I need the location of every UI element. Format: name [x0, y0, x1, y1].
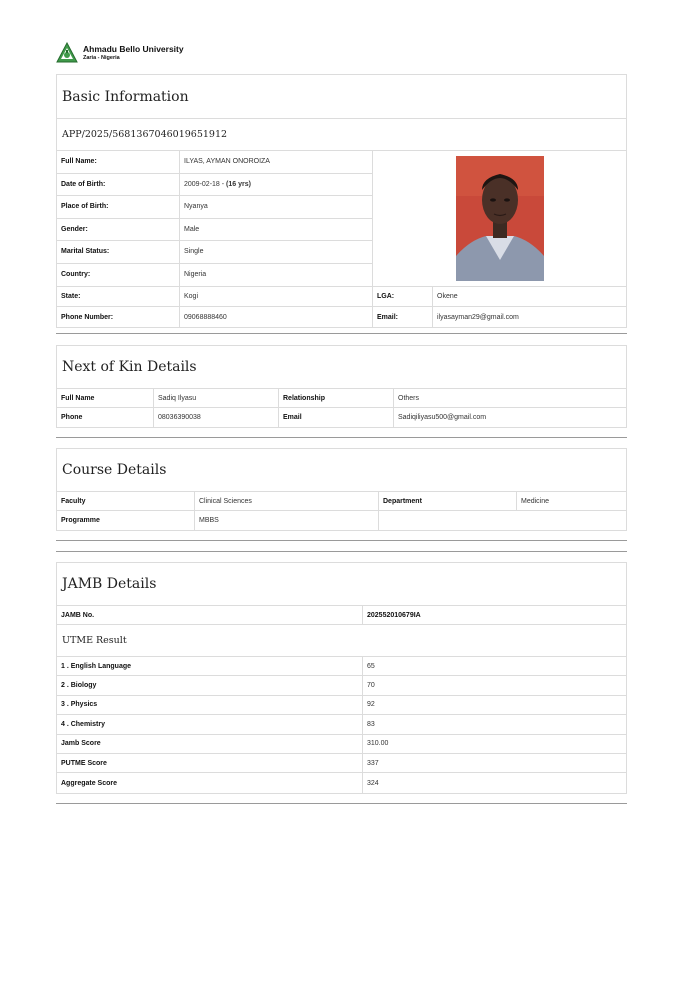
- field-row-date-of-birth: [57, 174, 372, 197]
- course-row-faculty: [57, 492, 626, 511]
- kin-phone-label: Phone: [57, 408, 154, 427]
- result-row: [57, 715, 626, 734]
- result-value: 92: [367, 701, 375, 709]
- phone-label: Phone Number:: [57, 307, 180, 327]
- field-row-full-name: [57, 151, 372, 174]
- field-label: Marital Status:: [57, 241, 180, 263]
- basic-fields-block: [57, 151, 626, 287]
- result-value: 337: [367, 759, 379, 767]
- kin-relationship-value: Others: [398, 394, 420, 402]
- phone-email-row: [57, 307, 626, 327]
- page-header: [56, 41, 184, 65]
- result-row: [57, 754, 626, 773]
- section-divider: [56, 437, 627, 438]
- empty-cell: [379, 511, 626, 530]
- field-value: Nigeria: [184, 271, 207, 279]
- field-label: Country:: [57, 264, 180, 287]
- result-value: 65: [367, 662, 375, 670]
- faculty-value: Clinical Sciences: [195, 492, 379, 510]
- state-lga-row: [57, 287, 626, 307]
- field-label: Date of Birth:: [57, 174, 180, 196]
- application-number: APP/2025/5681367046019651912: [57, 119, 626, 151]
- result-value: 70: [367, 682, 375, 690]
- section-divider: [56, 540, 627, 541]
- faculty-label: Faculty: [57, 492, 195, 510]
- course-details-title: Course Details: [57, 449, 626, 492]
- jamb-number-label: JAMB No.: [57, 606, 363, 624]
- field-value: Nyanya: [184, 203, 208, 211]
- age-value: (16 yrs): [226, 180, 251, 188]
- basic-information-title: Basic Information: [57, 75, 626, 119]
- field-row-marital-status: [57, 241, 372, 264]
- kin-relationship-label: Relationship: [279, 389, 394, 407]
- result-label: 4 . Chemistry: [57, 715, 363, 733]
- basic-information-card: [56, 74, 627, 328]
- result-label: 3 . Physics: [57, 696, 363, 714]
- kin-phone-value: 08036390038: [154, 408, 279, 427]
- department-label: Department: [379, 492, 517, 510]
- next-of-kin-title: Next of Kin Details: [57, 346, 626, 389]
- university-name: Ahmadu Bello University: [83, 43, 184, 54]
- result-row: [57, 676, 626, 695]
- result-value: 83: [367, 720, 375, 728]
- department-value: Medicine: [521, 497, 550, 505]
- course-details-card: [56, 448, 627, 531]
- course-row-programme: [57, 511, 626, 530]
- kin-email-label: Email: [279, 408, 394, 427]
- result-label: 2 . Biology: [57, 676, 363, 694]
- jamb-number-value: 202552010679IA: [367, 611, 421, 619]
- state-label: State:: [57, 287, 180, 306]
- field-value: ILYAS, AYMAN ONOROIZA: [184, 158, 270, 166]
- field-value: Single: [184, 248, 204, 256]
- result-label: Jamb Score: [57, 735, 363, 753]
- kin-row-phone: [57, 408, 626, 427]
- university-location: Zaria - Nigeria: [83, 54, 120, 61]
- result-label: 1 . English Language: [57, 657, 363, 675]
- field-value: [180, 174, 372, 196]
- state-value: Kogi: [180, 287, 373, 306]
- passport-photo: [456, 156, 544, 281]
- jamb-details-card: [56, 562, 627, 794]
- field-label: Full Name:: [57, 151, 180, 173]
- section-divider: [56, 333, 627, 334]
- kin-email-value: Sadiqiliyasu500@gmail.com: [398, 414, 487, 421]
- result-row: [57, 657, 626, 676]
- field-label: Gender:: [57, 219, 180, 241]
- field-row-gender: [57, 219, 372, 242]
- result-row: [57, 773, 626, 792]
- result-label: Aggregate Score: [57, 773, 363, 792]
- programme-label: Programme: [57, 511, 195, 530]
- field-label: Place of Birth:: [57, 196, 180, 218]
- kin-name-label: Full Name: [57, 389, 154, 407]
- result-row: [57, 696, 626, 715]
- field-row-place-of-birth: [57, 196, 372, 219]
- programme-value: MBBS: [195, 511, 379, 530]
- field-value: Male: [184, 225, 200, 233]
- section-divider: [56, 551, 627, 552]
- university-logo-icon: [56, 42, 78, 64]
- field-row-country: [57, 264, 372, 287]
- result-label: PUTME Score: [57, 754, 363, 772]
- dob-value: 2009-02-18 -: [184, 180, 225, 188]
- photo-cell: [373, 151, 626, 286]
- utme-result-title: UTME Result: [57, 625, 626, 657]
- result-value: 324: [367, 779, 379, 787]
- jamb-details-title: JAMB Details: [57, 563, 626, 606]
- next-of-kin-card: [56, 345, 627, 428]
- phone-value: 09068888460: [180, 307, 373, 327]
- email-label: Email:: [373, 307, 433, 327]
- kin-row-name: [57, 389, 626, 408]
- lga-value: Okene: [437, 293, 458, 300]
- result-row: [57, 735, 626, 754]
- result-value: 310.00: [367, 740, 389, 748]
- section-divider: [56, 803, 627, 804]
- jamb-number-row: [57, 606, 626, 625]
- lga-label: LGA:: [373, 287, 433, 306]
- email-value: ilyasayman29@gmail.com: [437, 313, 519, 321]
- kin-name-value: Sadiq Ilyasu: [154, 389, 279, 407]
